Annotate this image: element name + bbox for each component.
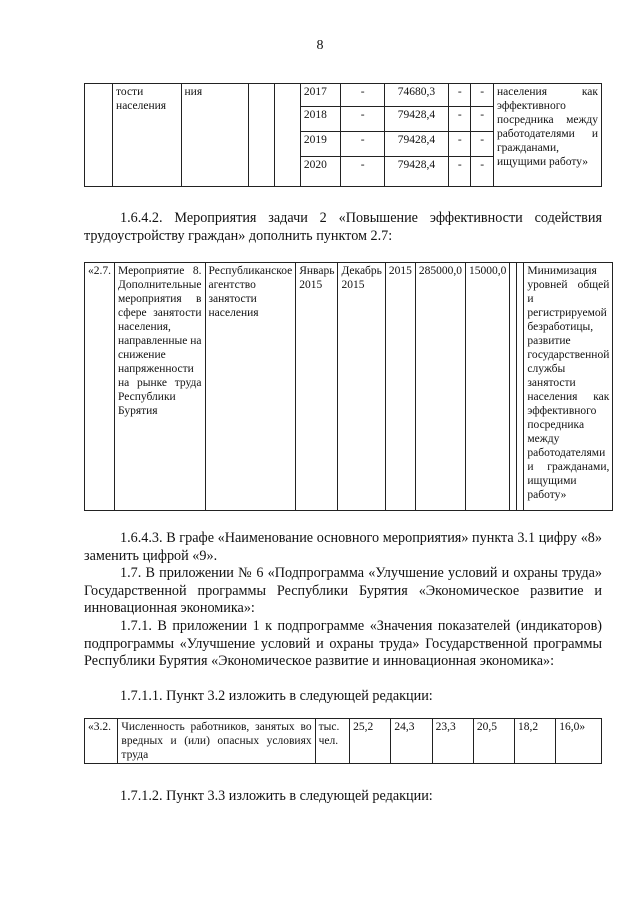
table-cell-value: 20,5 — [473, 719, 514, 764]
table-cell-value — [510, 263, 517, 511]
paragraph-1-7: 1.7. В приложении № 6 «Подпрограмма «Улучшение условий и охраны труда» Государственной программы Республики Бурятия «Экономическое развитие и инновационная экономика»: — [84, 565, 602, 616]
table-cell-end: Декабрь 2015 — [338, 263, 385, 511]
table-cell-value: 74680,3 — [384, 84, 448, 107]
table-indicator-3-2 — [84, 718, 602, 764]
table-cell-value: 23,3 — [432, 719, 473, 764]
table-cell-result: Минимизация уровней общей и регистрируемой безработицы, развитие государственной службы занятости населения как эффективного посредника между работодателями и гражданами, ищущими работу» — [524, 263, 613, 511]
table-cell-start: Январь 2015 — [296, 263, 338, 511]
table-cell-value: 18,2 — [515, 719, 556, 764]
table-cell-dash: - — [449, 84, 471, 107]
table-row — [85, 719, 602, 764]
page-number: 8 — [316, 38, 324, 53]
table-cell-unit: тыс. чел. — [315, 719, 350, 764]
table-cell-empty — [274, 84, 300, 187]
table-cell-empty — [248, 84, 274, 187]
table-cell-value — [517, 263, 524, 511]
paragraph-1-7-1-2: 1.7.1.2. Пункт 3.3 изложить в следующей редакции: — [120, 788, 433, 804]
table-cell-value: 25,2 — [350, 719, 391, 764]
table-cell-value: 15000,0 — [466, 263, 510, 511]
table-cell-dash: - — [449, 157, 471, 187]
table-cell-year: 2017 — [300, 84, 341, 107]
paragraph-1-7-1: 1.7.1. В приложении 1 к подпрограмме «Значения показателей (индикаторов) подпрограммы «Улучшение условий и охраны труда» Государственной программы Республики Бурятия «Экономическое развитие и инновационная экономика»: — [84, 618, 602, 669]
table-cell-year: 2015 — [385, 263, 415, 511]
table-cell — [85, 84, 113, 187]
paragraph-1-6-4-2: 1.6.4.2. Мероприятия задачи 2 «Повышение эффективности содействия трудоустройству граждан» дополнить пунктом 2.7: — [84, 210, 602, 244]
table-cell-dash: - — [449, 132, 471, 157]
table-cell-dash: - — [341, 107, 385, 132]
table-cell-year: 2020 — [300, 157, 341, 187]
table-cell-dash: - — [341, 157, 385, 187]
table-cell-nia: ния — [181, 84, 248, 187]
table-row — [85, 263, 613, 511]
table-cell-executor: Республиканское агентство занятости населения — [205, 263, 296, 511]
table-cell-population: тости населения — [113, 84, 181, 187]
table-cell-year: 2019 — [300, 132, 341, 157]
table-cell-dash: - — [471, 157, 493, 187]
table-cell-number: «3.2. — [85, 719, 118, 764]
table-cell-dash: - — [471, 84, 493, 107]
table-cell-result: населения как эффективного посредника между работодателями и гражданами, ищущими работу» — [493, 84, 601, 187]
table-cell-value: 79428,4 — [384, 157, 448, 187]
table-cell-dash: - — [471, 107, 493, 132]
table-cell-year: 2018 — [300, 107, 341, 132]
paragraph-1-6-4-3: 1.6.4.3. В графе «Наименование основного мероприятия» пункта 3.1 цифру «8» заменить цифрой «9». — [84, 530, 602, 564]
table-cell-dash: - — [341, 132, 385, 157]
table-row — [85, 84, 602, 107]
table-cell-dash: - — [341, 84, 385, 107]
table-indicators-continued — [84, 83, 602, 187]
table-cell-value: 16,0» — [556, 719, 602, 764]
table-cell-dash: - — [449, 107, 471, 132]
table-cell-value: 24,3 — [391, 719, 432, 764]
table-cell-indicator-name: Численность работников, занятых во вредных и (или) опасных условиях труда — [118, 719, 315, 764]
table-cell-value: 79428,4 — [384, 107, 448, 132]
table-cell-measure-name: Мероприятие 8. Дополнительные мероприятия в сфере занятости населения, направленные на снижение напряженности на рынке труда Республики Бурятия — [115, 263, 206, 511]
table-cell-number: «2.7. — [85, 263, 115, 511]
paragraph-1-7-1-1: 1.7.1.1. Пункт 3.2 изложить в следующей редакции: — [120, 688, 433, 704]
table-measure-2-7 — [84, 262, 613, 511]
table-cell-value: 79428,4 — [384, 132, 448, 157]
table-cell-dash: - — [471, 132, 493, 157]
table-cell-value: 285000,0 — [415, 263, 465, 511]
